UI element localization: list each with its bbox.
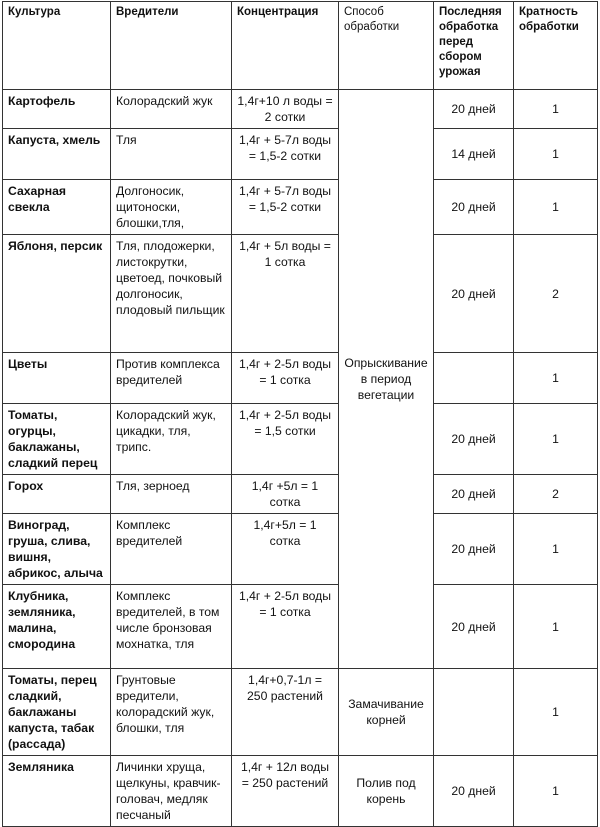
- days-cell: 20 дней: [434, 475, 514, 514]
- header-last-treatment: Последняя обработка перед сбором урожая: [434, 2, 514, 90]
- days-cell: 20 дней: [434, 404, 514, 475]
- pests-cell: Колорадский жук, цикадки, тля, трипс.: [111, 404, 232, 475]
- concentration-cell: 1,4г+0,7-1л = 250 растений: [232, 669, 339, 756]
- concentration-cell: 1,4г + 5-7л воды = 1,5-2 сотки: [232, 180, 339, 235]
- pests-cell: Комплекс вредителей, в том числе бронзовая мохнатка, тля: [111, 585, 232, 669]
- crop-cell: Виноград, груша, слива, вишня, абрикос, алыча: [3, 514, 111, 585]
- table-row: [3, 669, 598, 756]
- table-row: [3, 404, 598, 475]
- concentration-cell: 1,4г + 12л воды = 250 растений: [232, 756, 339, 827]
- crop-cell: Земляника: [3, 756, 111, 827]
- concentration-cell: 1,4г + 2-5л воды = 1 сотка: [232, 353, 339, 404]
- days-cell: 20 дней: [434, 235, 514, 353]
- pests-cell: Тля, зерноед: [111, 475, 232, 514]
- table-row: [3, 585, 598, 669]
- concentration-cell: 1,4г+10 л воды = 2 сотки: [232, 90, 339, 129]
- table-row: [3, 475, 598, 514]
- method-cell-spraying: Опрыскивание в период вегетации: [339, 90, 434, 669]
- pests-cell: Колорадский жук: [111, 90, 232, 129]
- days-cell: 20 дней: [434, 180, 514, 235]
- table-row: [3, 756, 598, 827]
- table-row: [3, 235, 598, 353]
- crop-cell: Томаты, огурцы, баклажаны, сладкий перец: [3, 404, 111, 475]
- multiplicity-cell: 1: [514, 90, 598, 129]
- concentration-cell: 1,4г + 2-5л воды = 1 сотка: [232, 585, 339, 669]
- multiplicity-cell: 1: [514, 756, 598, 827]
- header-multiplicity: Кратность обработки: [514, 2, 598, 90]
- method-cell-watering: Полив под корень: [339, 756, 434, 827]
- crop-cell: Яблоня, персик: [3, 235, 111, 353]
- concentration-cell: 1,4г + 5-7л воды = 1,5-2 сотки: [232, 129, 339, 180]
- multiplicity-cell: 1: [514, 180, 598, 235]
- crop-cell: Томаты, перец сладкий, баклажаны капуста, табак (рассада): [3, 669, 111, 756]
- days-cell: 20 дней: [434, 756, 514, 827]
- header-row: [3, 2, 598, 90]
- days-cell: 20 дней: [434, 585, 514, 669]
- header-pests: Вредители: [111, 2, 232, 90]
- table-row: [3, 180, 598, 235]
- concentration-cell: 1,4г +5л = 1 сотка: [232, 475, 339, 514]
- concentration-cell: 1,4г+5л = 1 сотка: [232, 514, 339, 585]
- multiplicity-cell: 1: [514, 353, 598, 404]
- days-cell: [434, 669, 514, 756]
- pesticide-table: [2, 1, 598, 827]
- concentration-cell: 1,4г + 5л воды = 1 сотка: [232, 235, 339, 353]
- multiplicity-cell: 1: [514, 514, 598, 585]
- table-row: [3, 90, 598, 129]
- days-cell: [434, 353, 514, 404]
- concentration-cell: 1,4г + 2-5л воды = 1,5 сотки: [232, 404, 339, 475]
- header-crop: Культура: [3, 2, 111, 90]
- pests-cell: Против комплекса вредителей: [111, 353, 232, 404]
- multiplicity-cell: 1: [514, 669, 598, 756]
- crop-cell: Клубника, земляника, малина, смородина: [3, 585, 111, 669]
- pests-cell: Тля: [111, 129, 232, 180]
- pests-cell: Личинки хруща, щелкуны, кравчик-головач, медляк песчаный: [111, 756, 232, 827]
- days-cell: 20 дней: [434, 90, 514, 129]
- multiplicity-cell: 1: [514, 585, 598, 669]
- crop-cell: Цветы: [3, 353, 111, 404]
- table-row: [3, 129, 598, 180]
- header-method: Способ обработки: [339, 2, 434, 90]
- multiplicity-cell: 1: [514, 129, 598, 180]
- multiplicity-cell: 2: [514, 475, 598, 514]
- pests-cell: Долгоносик, щитоноски, блошки,тля,: [111, 180, 232, 235]
- pests-cell: Комплекс вредителей: [111, 514, 232, 585]
- pests-cell: Тля, плодожерки, листокрутки, цветоед, почковый долгоносик, плодовый пильщик: [111, 235, 232, 353]
- header-concentration: Концентрация: [232, 2, 339, 90]
- multiplicity-cell: 1: [514, 404, 598, 475]
- multiplicity-cell: 2: [514, 235, 598, 353]
- days-cell: 20 дней: [434, 514, 514, 585]
- crop-cell: Капуста, хмель: [3, 129, 111, 180]
- table-row: [3, 353, 598, 404]
- crop-cell: Сахарная свекла: [3, 180, 111, 235]
- method-cell-soaking: Замачивание корней: [339, 669, 434, 756]
- table-row: [3, 514, 598, 585]
- crop-cell: Картофель: [3, 90, 111, 129]
- pests-cell: Грунтовые вредители, колорадский жук, блошки, тля: [111, 669, 232, 756]
- crop-cell: Горох: [3, 475, 111, 514]
- days-cell: 14 дней: [434, 129, 514, 180]
